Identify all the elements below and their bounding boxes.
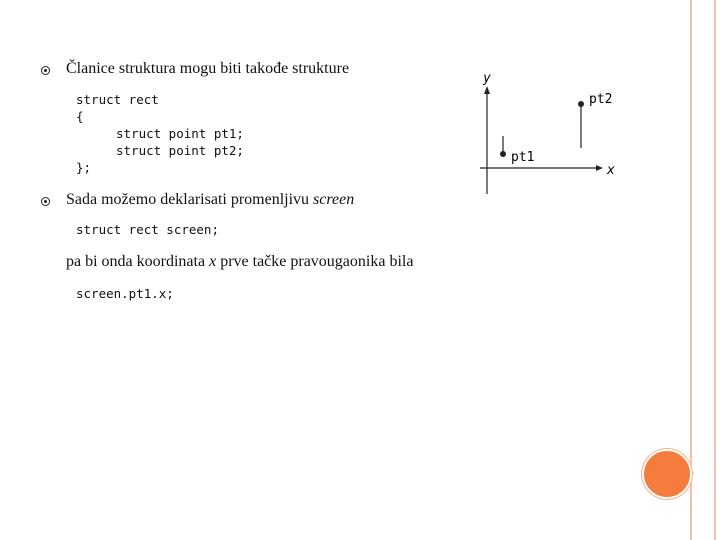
y-axis-arrow	[484, 86, 490, 94]
code-line: struct point pt2;	[116, 143, 244, 158]
bullet-text-italic: screen	[313, 191, 355, 208]
code-line: {	[76, 109, 84, 124]
pt2-point	[578, 101, 584, 107]
paragraph-text-after: prve tačke pravougaonika bila	[216, 253, 414, 270]
x-axis-label: x	[607, 163, 615, 178]
code-line: struct rect screen;	[76, 222, 219, 237]
bullet-text-plain: Sada možemo deklarisati promenljivu	[66, 191, 314, 208]
paragraph-text-italic: x	[209, 253, 217, 270]
pt1-point	[500, 151, 506, 157]
bullet-text-members: Članice struktura mogu biti takođe strukture	[66, 60, 350, 77]
y-axis-label: y	[483, 71, 491, 86]
code-line: struct point pt1;	[116, 126, 244, 141]
pt1-label: pt1	[511, 150, 535, 165]
x-axis-arrow	[596, 165, 603, 171]
pt2-label: pt2	[589, 92, 613, 107]
code-line: };	[76, 160, 92, 175]
paragraph-text-before: pa bi onda koordinata	[66, 253, 210, 270]
code-line: screen.pt1.x;	[76, 286, 174, 301]
code-line: struct rect	[76, 92, 159, 107]
